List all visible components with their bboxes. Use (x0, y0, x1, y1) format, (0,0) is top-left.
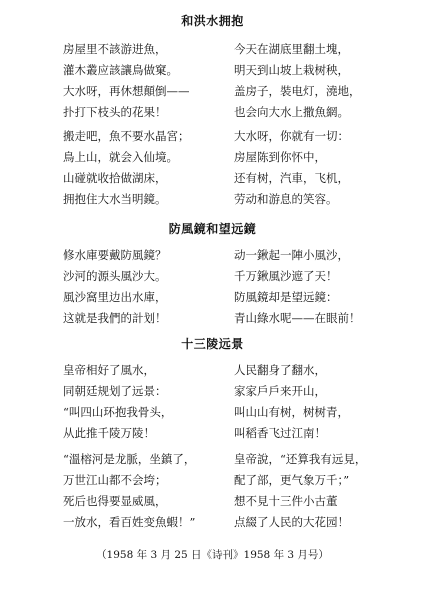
poem-stanza-left (63, 126, 190, 210)
poem-stanza-left (63, 39, 190, 123)
poem-line: 动一鍬起一陣小風沙， (234, 248, 349, 262)
poem-line: 劳动和游息的笑容。 (234, 192, 338, 206)
poem-line: 房屋里不該游进魚， (63, 42, 167, 56)
poem-line: “溫榕河是龙脈，坐鎮了， (63, 452, 196, 466)
poem-stanza-left (63, 360, 172, 444)
poem-line: 还有树，汽車，飞机， (234, 171, 349, 185)
poem-line: 千万鍬風沙遮了天！ (234, 269, 338, 283)
poem-line: 叫稻香飞过江南！ (234, 426, 326, 440)
poem-stanza-right (234, 360, 349, 444)
poem-title: 十三陵远景 (181, 337, 244, 351)
poem-stanza-right (234, 39, 361, 123)
poem-line: 灌木叢应該讓鳥做窠。 (63, 63, 178, 77)
poem-stanza-right (234, 449, 366, 533)
poem-line: 沙河的源头風沙大。 (63, 269, 167, 283)
poem-line: 防風鏡却是望远鏡： (234, 290, 338, 304)
poem-title: 和洪水拥抱 (181, 14, 244, 28)
poem-stanza-left (63, 449, 195, 533)
poem-line: 配了部，更气象万千；” (234, 473, 350, 487)
poem-line: 拥抱住大水当明鏡。 (63, 192, 167, 206)
poem-line: 皇帝說，“还算我有远見， (234, 452, 367, 466)
poem-line: 万世江山都不会垮； (63, 473, 167, 487)
poem-title: 防風鏡和望远鏡 (168, 222, 257, 236)
poem-line: 也会向大水上撒魚網。 (234, 105, 349, 119)
poem-line: 房屋陈到你怀中， (234, 150, 326, 164)
poem-stanza-left (63, 245, 167, 329)
poem-line: 皇帝相好了風水， (63, 363, 155, 377)
poem-line: 搬走吧，魚不要水晶宮； (63, 129, 190, 143)
poem-line: 扑打下枝头的花果！ (63, 105, 167, 119)
poem-line: 这就是我們的計划！ (63, 311, 167, 325)
poem-line: 盖房子，裝电灯，澆地， (234, 84, 361, 98)
poem-line: 同朝廷规划了远景： (63, 384, 167, 398)
poem-line: 点綴了人民的大花园！ (234, 515, 349, 529)
poem-stanza-right (234, 245, 361, 329)
poem-line: 人民翻身了翻水， (234, 363, 326, 377)
publication-note: （1958 年 3 月 25 日《诗刊》1958 年 3 月号） (96, 549, 329, 561)
poem-line: 大水呀，你就有一切： (234, 129, 349, 143)
poem-line: 一放水，看百姓变魚蝦！” (63, 515, 196, 529)
poem-line: 修水庫要戴防風鏡？ (63, 248, 167, 262)
poem-line: 从此推千陵万陵！ (63, 426, 155, 440)
poem-line: 風沙窩里边出水庫， (63, 290, 167, 304)
poem-line: 叫山山有树，树树青， (234, 405, 349, 419)
poem-line: 鳥上山，就会入仙境。 (63, 150, 178, 164)
poem-line: 大水呀，再休想顛倒—— (63, 84, 190, 98)
poem-line: 死后也得要显威風， (63, 494, 167, 508)
poem-stanza-right (234, 126, 349, 210)
poem-line: 家家戶戶来开山， (234, 384, 326, 398)
poem-line: 山碰就收拾做湖床， (63, 171, 167, 185)
poem-line: 今天在湖底里翻土塊， (234, 42, 349, 56)
poem-line: 青山綠水呢——在眼前！ (234, 311, 361, 325)
poem-line: “叫四山环抱我骨头， (63, 405, 173, 419)
poem-line: 想不見十三件小古董 (234, 494, 338, 508)
poem-line: 明天到山坡上栽树秧， (234, 63, 349, 77)
